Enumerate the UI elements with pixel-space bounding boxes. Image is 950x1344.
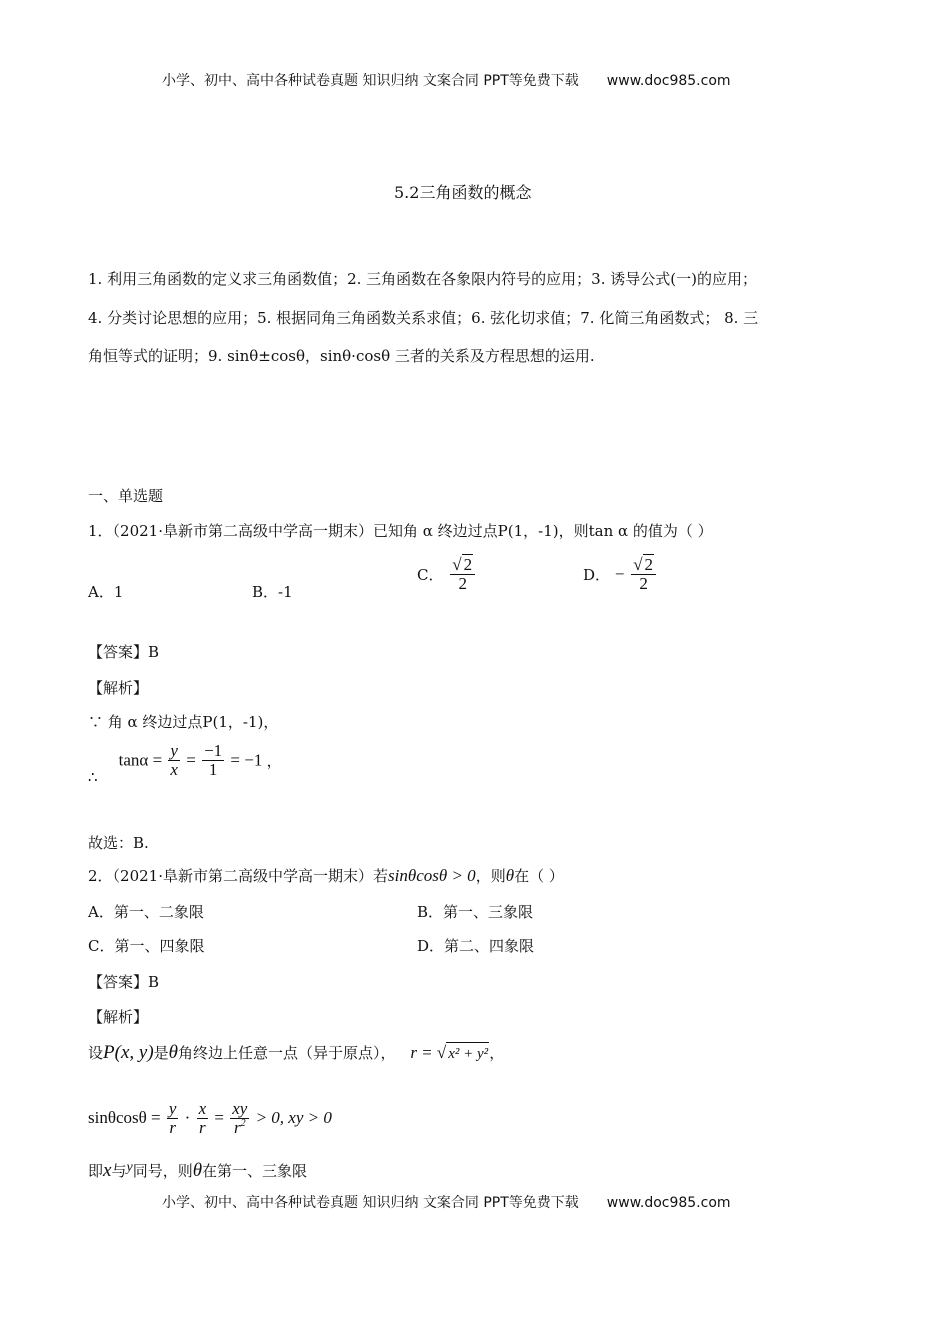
q2-answer: 【答案】B	[88, 973, 160, 991]
footer-text: 小学、初中、高中各种试卷真题 知识归纳 文案合同 PPT等免费下载	[162, 1195, 579, 1211]
q1-option-b: B．-1	[252, 583, 293, 601]
intro-line-2: 4. 分类讨论思想的应用；5. 根据同角三角函数关系求值；6. 弦化切求值；7. 化简三角函数式； 8. 三	[88, 309, 759, 327]
header-text: 小学、初中、高中各种试卷真题 知识归纳 文案合同 PPT等免费下载	[162, 73, 579, 89]
q1-option-a: A．1	[88, 583, 124, 601]
intro-line-3: 角恒等式的证明；9. sinθ±cosθ，sinθ·cosθ 三者的关系及方程思想的运用.	[88, 347, 595, 365]
q1-because-line: ∵ 角 α 终边过点P(1，-1)，	[88, 713, 279, 731]
section-heading: 一、单选题	[88, 487, 164, 505]
q1-option-d-fraction: $\frac{√ 2}{2}$	[631, 556, 656, 593]
page-header	[162, 70, 731, 90]
q2-stem: 2．（2021·阜新市第二高级中学高一期末）若sinθcosθ > 0，则θ在（ ）	[88, 866, 564, 885]
page-title: 5.2三角函数的概念	[394, 183, 532, 202]
q2-set-line: 设P(x, y)是θ角终边上任意一点（异于原点）， r = √ x² + y²，	[88, 1042, 505, 1063]
page-footer	[162, 1192, 731, 1212]
q2-option-c: C．第一、四象限	[88, 937, 205, 955]
q2-final-line: 即x与y同号，则θ在第一、三象限	[88, 1160, 308, 1181]
intro-line-1: 1. 利用三角函数的定义求三角函数值；2. 三角函数在各象限内符号的应用；3. 诱导公式(一)的应用；	[88, 270, 757, 288]
q1-option-c-fraction: $\frac{√ 2}{2}$	[450, 556, 475, 593]
q1-option-c	[417, 556, 477, 593]
q1-option-d: D． − $\frac{√ 2}{2}$	[583, 556, 658, 593]
q1-stem: 1．（2021·阜新市第二高级中学高一期末）已知角 α 终边过点P(1，-1)，则tan α 的值为（ ）	[88, 522, 713, 540]
therefore-symbol: ∴	[88, 768, 98, 786]
q2-analysis-label: 【解析】	[88, 1008, 149, 1026]
q1-analysis-label: 【解析】	[88, 679, 149, 697]
q1-answer: 【答案】B	[88, 643, 160, 661]
q2-option-a: A．第一、二象限	[88, 903, 204, 921]
q1-option-d-label: D．	[583, 565, 611, 584]
header-url[interactable]: www.doc985.com	[606, 73, 731, 89]
q2-sincos-equation: sinθcosθ = $\frac{y}{r}$ · $\frac{x}{r}$ = $\frac{xy}{r^2}$ > 0, xy > 0	[88, 1099, 332, 1137]
q1-conclusion: 故选：B.	[88, 834, 149, 852]
tan-formula: tanα = $\frac{y}{x}$ = $\frac{-1}{1}$ = −1 ，	[118, 741, 282, 779]
q1-option-c-label: C．	[417, 565, 444, 584]
q2-option-b: B．第一、三象限	[417, 903, 534, 921]
q1-tan-equation	[88, 742, 282, 786]
q2-option-d: D．第二、四象限	[417, 937, 535, 955]
footer-url[interactable]: www.doc985.com	[606, 1195, 731, 1211]
